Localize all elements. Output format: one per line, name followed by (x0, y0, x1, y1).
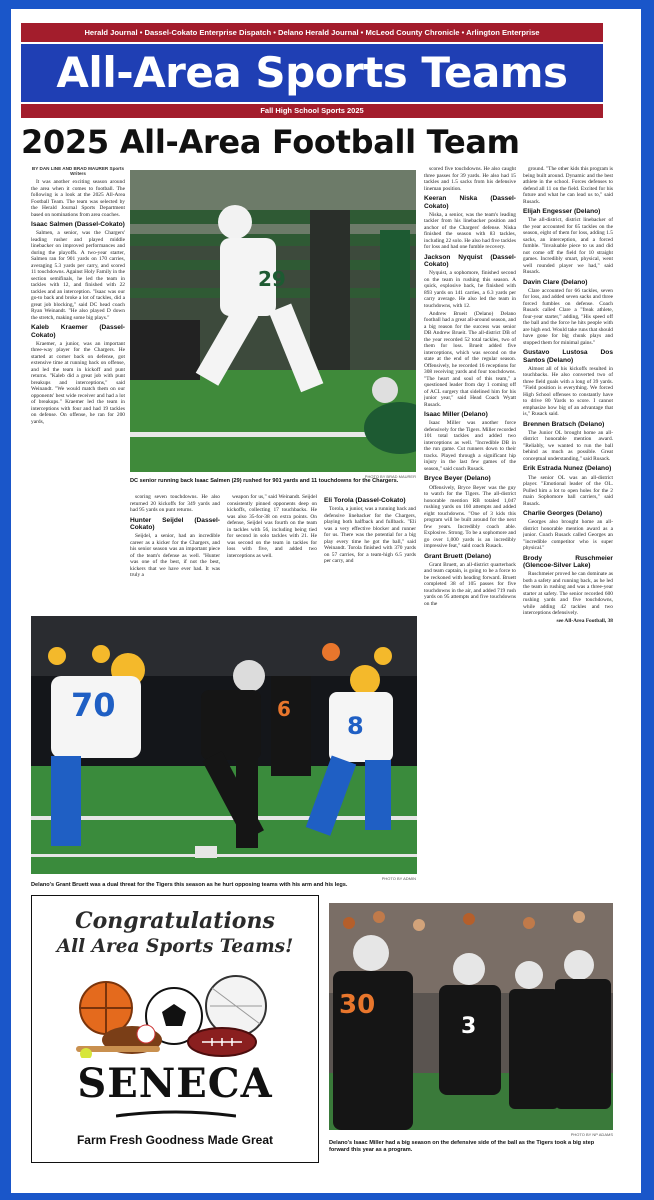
season-bar: Fall High School Sports 2025 (21, 104, 603, 118)
player-text: Torola, a junior, was a running back and defensive linebacker for the Chargers, playing both halfback and fullback. "Eli was a very effective blocker and runner for us. There was the potential for a big play every time he got the ball," said Weinandt. Torola finished with 370 yards on 57 carries, for a team-high 6.5 yards per carry, and (324, 506, 416, 565)
player-name: Grant Bruett (Delano) (424, 552, 492, 560)
ad-logo-swoosh (116, 1110, 236, 1120)
section-title: All-Area Sports Teams (56, 48, 568, 97)
photo-caption: Delano's Isaac Miller had a big season on the defensive side of the ball as the Tigers took a big step forward this year as a program. (329, 1140, 595, 1153)
player-text: Georges also brought home an all-district honorable mention award as a junior. Coach Rusack called Georges an "incredible competitor who is super physical." (523, 519, 613, 552)
player-name: Isaac Miller (Delano) (424, 411, 488, 419)
player-name: Brennen Bratsch (Delano) (523, 420, 605, 428)
player-text: Kraemer, a junior, was an important three-way player for the Chargers. He started at corner back on defense, got extensive time at running back on offense, and led the team in kickoff and punt returns. "Kaleb did a great job with punt breakups and interceptions," said Weinandt. "We would match them on our opponents' best wide receiver and had a lot of breakups." Kraemer led the team in interceptions with four and had 19 tackles on defense. On offense, he ran for 200 yards, (31, 340, 125, 425)
jersey-number: 6 (277, 697, 291, 721)
article-column-1 (31, 166, 125, 612)
seneca-advertisement[interactable] (31, 895, 319, 1163)
player-text: Almost all of his kickoffs resulted in touchbacks. He also converted two of three field goals with a long of 39 yards. "Field position is everything. We forced High School offenses to constantly have to drive 80 Yards to score. I cannot emphasize how big of an advantage that is," Rusack said. (523, 365, 613, 418)
player-text: Isaac Miller was another force defensively for the Tigers. Miller recorded 101 total tackles and added two interceptions as well. "Incredible DB in the run game. Cut runners down to their tracks. Played through a significant hip injury in the last few games of the season," said coach Rusack. (424, 420, 516, 472)
player-text: Offensively, Bryce Beyer was the guy to watch for the Tigers. The all-district honorable mention RB totaled 1,047 rushing yards on 160 attempts and added eight touchdowns. "One of 3 kids this program will be built around for the next few years. Incredibly coach able. Explosive. Strong. To be a sophomore and go over 1,000 yards is an incredibly impressive feat," said coach Rusack. (424, 484, 516, 550)
jersey-number: 70 (71, 686, 116, 724)
player-name: Kaleb Kraemer (Dassel-Cokato) (31, 324, 125, 339)
article-column-6 (523, 166, 613, 892)
player-text: The Junior OL brought home an all-district honorable mention award. "Reliably, we wanted to run the ball behind as much as possible. Great conceptual understanding," said Rusack. (523, 429, 613, 462)
player-text: Andrew Brueit (Delano) Delano football had a great all-around season, and a big reason for the success was senior DB Andrew Brueit. The all-district DB of the year recorded 52 total tackles, two of them for loss. Brueit added five interceptions, which was second on the state at the end of the regular season. Offensively, he recorded 16 receptions for 308 receiving yards and four touchdowns. "The heart and soul of this team," a questioned leader from day 1 coming off of ACL surgery that sidelined him for his junior year," said Head Coach Wyatt Rusack. (424, 310, 516, 408)
player-name: Elijah Engesser (Delano) (523, 208, 601, 215)
player-name: Bryce Beyer (Delano) (424, 475, 491, 483)
photo-delano-players (329, 903, 613, 1130)
player-name: Brody Ruschmeier (Glencoe-Silver Lake) (523, 554, 613, 570)
article-column-4 (324, 494, 416, 612)
article-column-3 (227, 494, 317, 612)
photo-dc-running-back (130, 170, 416, 472)
ad-headline: Congratulations (75, 908, 275, 934)
player-text: The all-district, district linebacker of the year accounted for 65 tackles on the season, eight of them for loss, adding 1.5 sacks, an interception, and a forced fumble. "Invaluable piece to us and did not come off the field for 10 straight games. Incredibly smart, physical, went well rounded player we had," said Rusack. (523, 217, 613, 276)
player-text: Seijdel, a senior, had an incredible career as a kicker for the Chargers, and his senior season was an important piece of the team's defense as well. "Hunter was one of the best, if not the best, kickers that we have ever had. It was truly a (130, 533, 220, 579)
player-name: Charlie Georges (Delano) (523, 510, 603, 518)
photo-caption: DC senior running back Isaac Salmen (29) rushed for 901 yards and 11 touchdowns for the Chargers. (130, 478, 399, 484)
player-name: Eli Torola (Dassel-Cokato) (324, 497, 406, 504)
player-text: Grant Bruett, an all-district quarterback and team captain, is going to be a force to be reckoned with heading forward. Bruett completed 38 of 105 passes for five touchdowns in the air, and added 719 rush yards on 95 attempts and five touchdowns on the (424, 561, 516, 607)
article-text: scoring seven touchdowns. He also returned 20 kickoffs for 349 yards and had 95 yards on punt returns. (130, 494, 220, 513)
page-headline: 2025 All-Area Football Team (21, 123, 520, 161)
photo-caption: Delano's Grant Bruett was a dual threat for the Tigers this season as he hurt opposing teams with his arm and his legs. (31, 882, 348, 888)
article-column-5 (424, 166, 516, 892)
ad-brand-logo: SENECA (77, 1060, 273, 1107)
player-name: Hunter Seijdel (Dassel-Cokato) (130, 516, 220, 532)
photo-credit: PHOTO BY BRAD MAURER (364, 474, 416, 479)
jersey-number: 29 (258, 267, 286, 291)
jersey-number: 8 (347, 712, 364, 740)
player-name: Isaac Salmen (Dassel-Cokato) (31, 221, 125, 228)
article-text: weapon for us," said Weinandt. Seijdel consistently pinned opponents deep on kickoffs, collecting 17 touchbacks. He was also 35-for-38 on extra points. On defense, Seijdel was fourth on the team in tackles with 56, including being tied for second in solo tackles with 21. He was second on the team in tackles for loss with five, and added two interceptions as well. (227, 494, 317, 559)
player-text: Ruschmeier proved he can dominate as both a safety and running back, as he led the team in rushing and was a three-year starter at safety. The senior recorded 600 rushing yards and five touchdowns, while adding 42 tackles and two interceptions defensively. (523, 571, 613, 617)
ad-subheadline: All Area Sports Teams! (56, 936, 294, 957)
player-text: Clare accounted for 66 tackles, seven for loss, and added seven sacks and three forced fumbles on defense. Coach Rusack called Clare a "freak athlete, four-year starter," adding, "His speed off the ball and the force he hits people with are high end. Would take runs that should have gone for big chunk plays and stopped them for minimal gains." (523, 287, 613, 346)
section-banner (21, 42, 603, 104)
player-name: Keeran Niska (Dassel-Cokato) (424, 195, 516, 210)
player-text: Nyquist, a sophomore, finished second on the team in rushing this season. A quick, explosive back, he finished with 893 yards on 141 carries, a 6.3 yards per carry average. He also led the team in touchdowns, with 12. (424, 270, 516, 309)
ad-tagline: Farm Fresh Goodness Made Great (76, 1133, 274, 1147)
article-intro: It was another exciting season around the area when it comes to football. The following is a look at the 2025 All-Area Football Team. The team was selected by the Herald Journal Sports Department based on nominations from area coaches. (31, 179, 125, 218)
player-name: Gustavo Lustosa Dos Santos (Delano) (523, 349, 613, 364)
byline: BY DAN LINE AND BRAD MAURER Sports Writers (31, 166, 125, 176)
article-text: scored five touchdowns. He also caught three passes for 39 yards. He also had 15 tackles and 1.5 sacks from his defensive lineman position. (424, 166, 516, 192)
player-name: Erik Estrada Nunez (Delano) (523, 465, 612, 473)
player-text: Salmen, a senior, was the Chargers' leading rusher and played middle linebacker on improved performances and during the playoffs. A two-year starter, Salmen ran for 901 yards on 170 carries, averaging 5.3 yards per carry, and scored 11 touchdowns. Against Holy Family in the section semifinals, he led the team in tackles with 12, and finished with 22 tackles and an interception. "Isaac was our go-to back and broke a lot of tackles, did a great job blocking," said DC head coach Ryan Weinandt. "He also played D down the stretch, making some big plays." (31, 230, 125, 321)
photo-delano-qb-run (31, 616, 417, 874)
publications-bar: Herald Journal • Dassel-Cokato Enterprise Dispatch • Delano Herald Journal • McLeod County Chronicle • Arlington Enterprise (21, 23, 603, 42)
photo-credit: PHOTO BY ADMIN (381, 876, 416, 881)
photo-credit: PHOTO BY NP ADAMS (570, 1132, 613, 1137)
player-text: Niska, a senior, was the team's leading tackler from his linebacker position and anchor of the Chargers' defense. Niska finished the season with 83 tackles, including 22 solo. He also had five tackles for loss and had one fumble recovery. (424, 211, 516, 251)
player-name: Jackson Nyquist (Dassel-Cokato) (424, 253, 516, 269)
continued-line: see All-Area Football, 38 (556, 618, 613, 625)
jersey-number: 30 (339, 990, 376, 1020)
sports-balls-illustration (72, 968, 282, 1058)
article-text: ground. "The other kids this program is being built around. Dynamic and the best athlete in the school. Forces defenses to defend all 11 on the field. Excited for his future and what he can lead us to," said Rusack. (523, 166, 613, 205)
player-text: The senior OL was an all-district player. "Emotional leader of the OL. Pulled him a lot to open holes for the 2 main Sophomore ball carriers," said Rusack. (523, 474, 613, 507)
player-name: Davin Clare (Delano) (523, 278, 588, 286)
article-column-2 (130, 494, 220, 612)
jersey-number: 3 (461, 1014, 477, 1039)
